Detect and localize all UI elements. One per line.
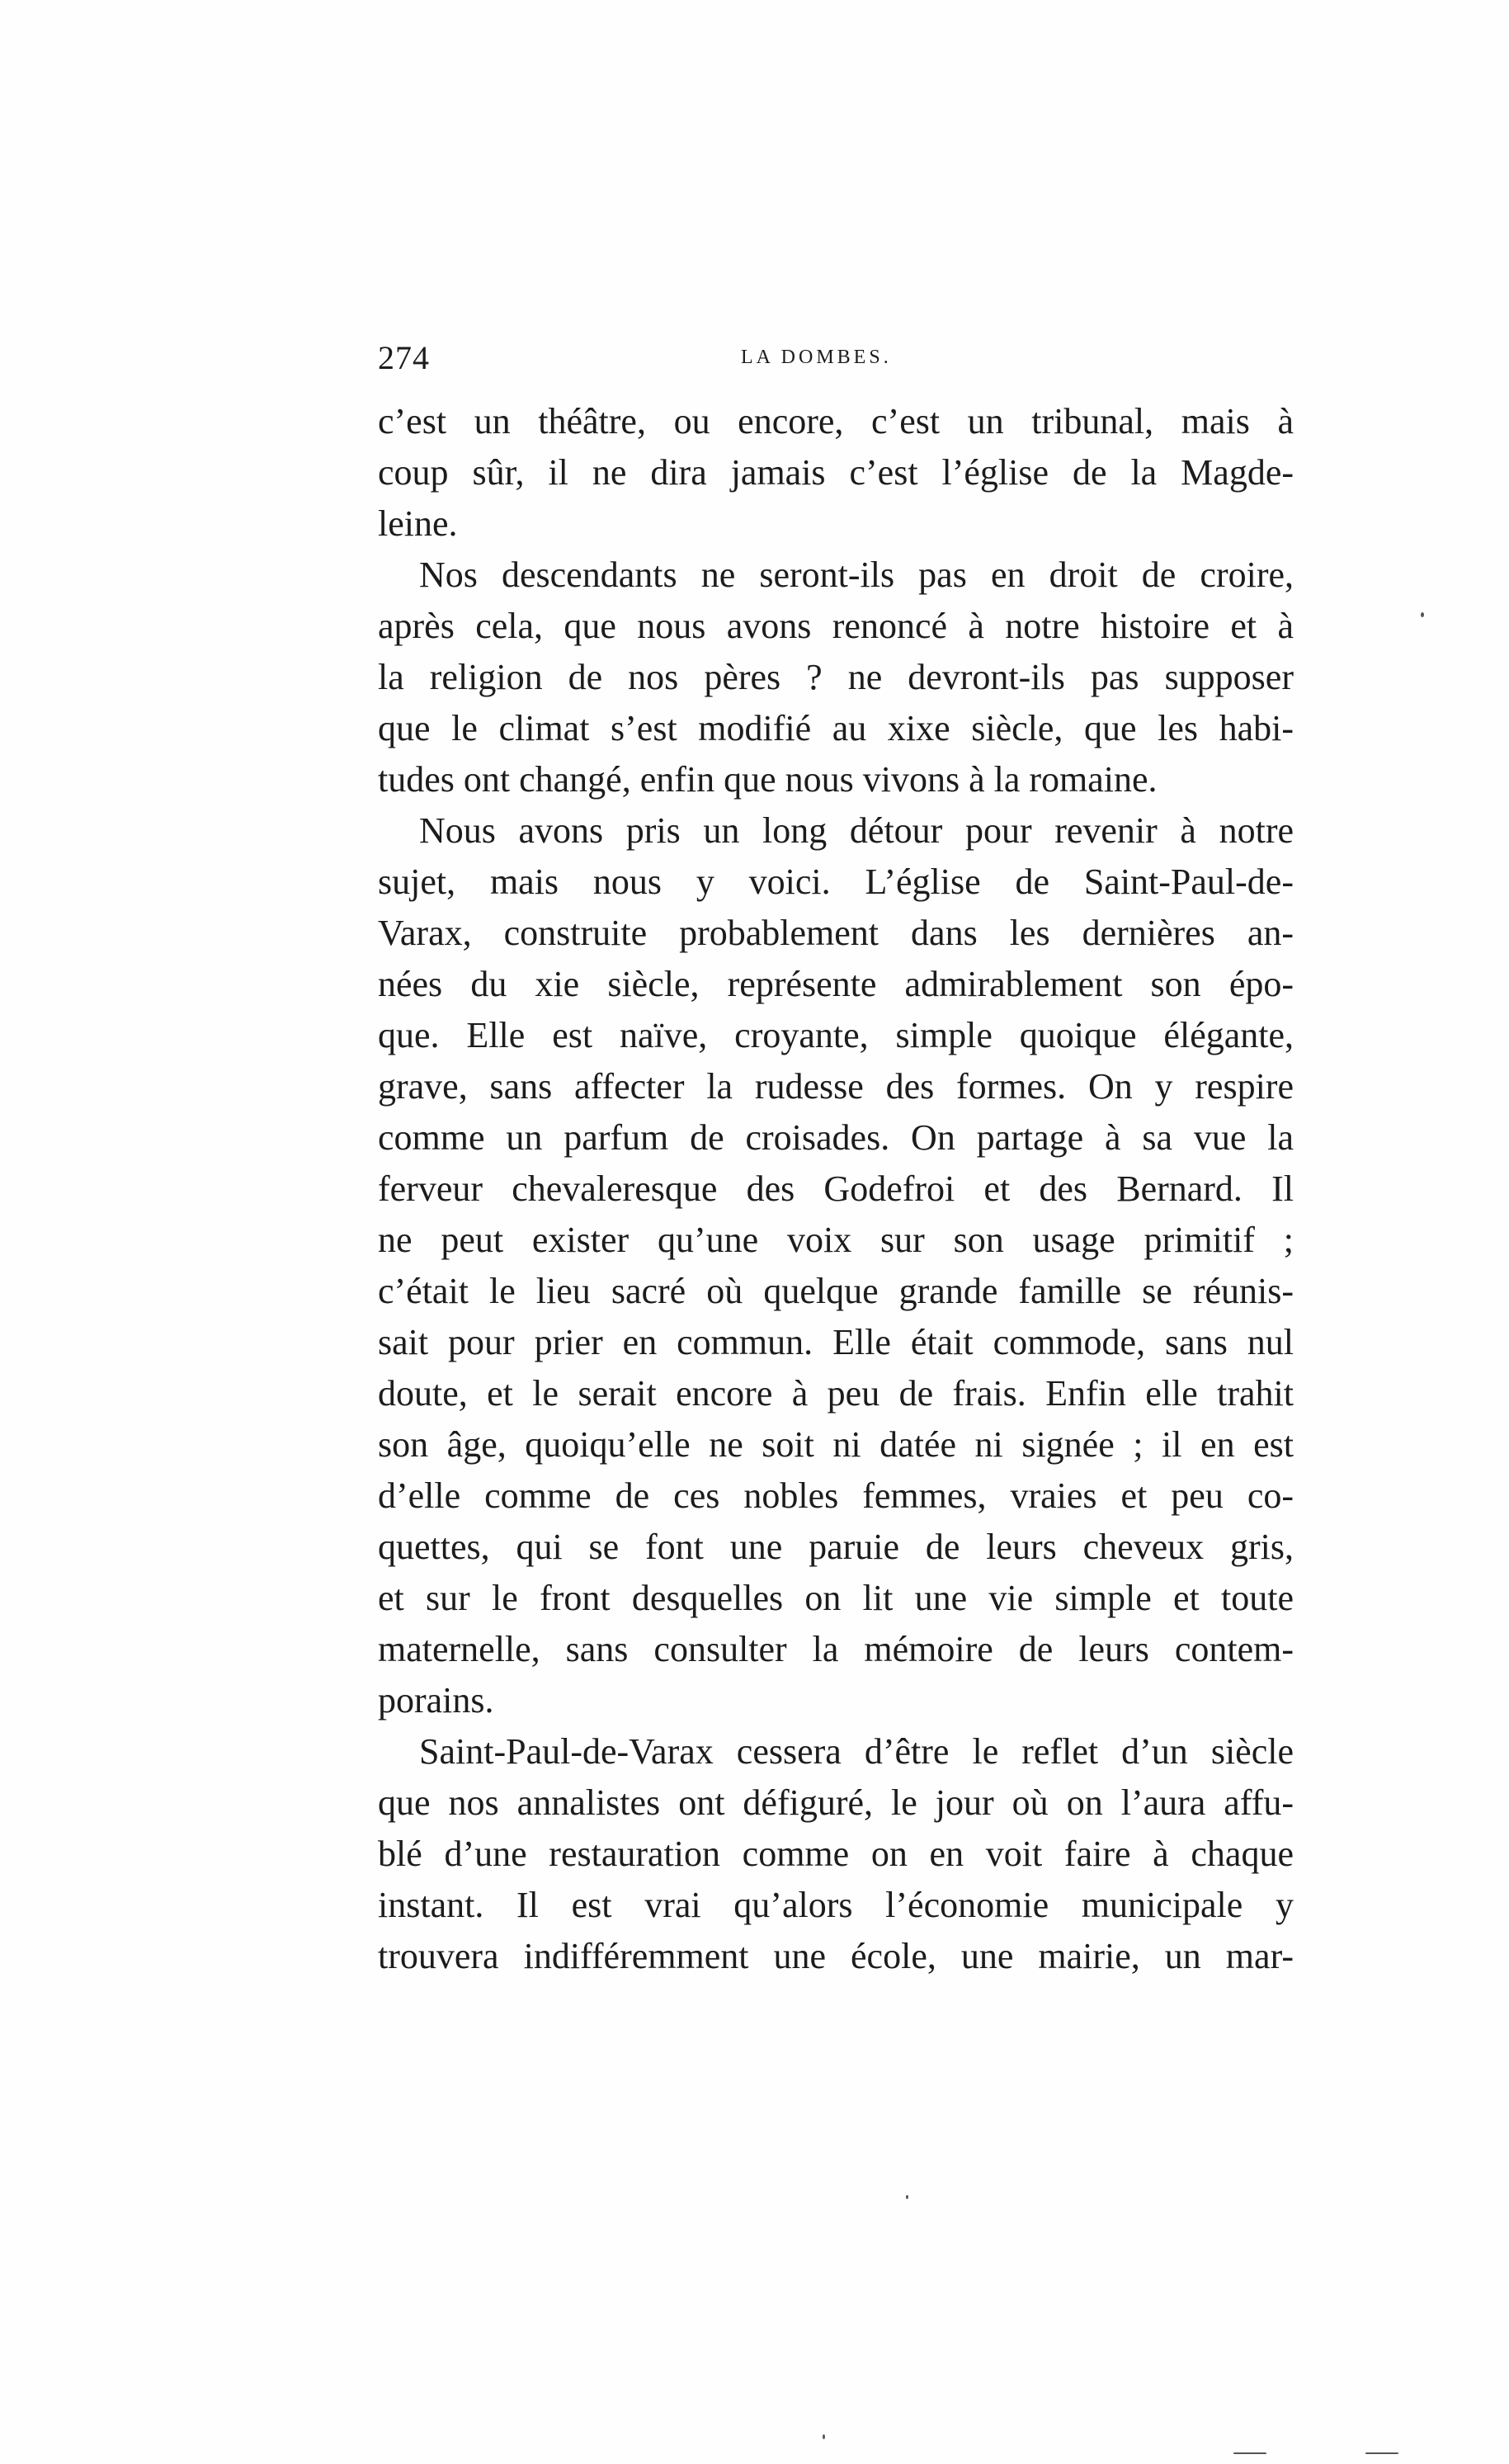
page-header (378, 338, 1285, 388)
text-line: doute, et le serait encore à peu de frais. Enfin elle trahit (378, 1373, 1294, 1414)
text-line: Saint-Paul-de-Varax cessera d’être le reflet d’un siècle (419, 1731, 1294, 1772)
page-number: 274 (378, 339, 430, 376)
text-line: leine. (378, 503, 458, 544)
text-line: nées du xie siècle, représente admirablement son épo- (378, 964, 1294, 1004)
text-line: blé d’une restauration comme on en voit faire à chaque (378, 1834, 1294, 1874)
text-line: Varax, construite probablement dans les dernières an- (378, 913, 1294, 953)
body-text (378, 396, 1294, 1982)
text-line: sait pour prier en commun. Elle était commode, sans nul (378, 1322, 1294, 1362)
text-line: porains. (378, 1680, 494, 1721)
text-line: que le climat s’est modifié au xixe siècle, que les habi- (378, 708, 1294, 748)
text-line: tudes ont changé, enfin que nous vivons à la romaine. (378, 759, 1158, 800)
paper-speck (1421, 612, 1424, 617)
text-line: ne peut exister qu’une voix sur son usage primitif ; (378, 1220, 1294, 1260)
text-line: trouvera indifféremment une école, une mairie, un mar- (378, 1936, 1294, 1976)
paper-speck (906, 2195, 908, 2199)
text-line: que. Elle est naïve, croyante, simple quoique élégante, (378, 1015, 1294, 1055)
text-line: grave, sans affecter la rudesse des formes. On y respire (378, 1066, 1294, 1107)
text-line: c’est un théâtre, ou encore, c’est un tribunal, mais à (378, 401, 1294, 441)
paper-speck (1233, 2452, 1266, 2454)
text-line: maternelle, sans consulter la mémoire de leurs contem- (378, 1629, 1294, 1669)
text-line: son âge, quoiqu’elle ne soit ni datée ni signée ; il en est (378, 1424, 1294, 1465)
running-title: LA DOMBES. (741, 347, 892, 368)
text-line: ferveur chevaleresque des Godefroi et des Bernard. Il (378, 1168, 1294, 1209)
text-line: coup sûr, il ne dira jamais c’est l’église de la Magde- (378, 452, 1294, 493)
text-line: la religion de nos pères ? ne devront-ils pas supposer (378, 657, 1294, 697)
text-line: et sur le front desquelles on lit une vie simple et toute (378, 1578, 1294, 1618)
text-line: Nous avons pris un long détour pour revenir à notre (419, 810, 1294, 851)
text-line: quettes, qui se font une paruie de leurs cheveux gris, (378, 1527, 1294, 1567)
text-line: Nos descendants ne seront-ils pas en droit de croire, (419, 555, 1294, 595)
text-line: que nos annalistes ont défiguré, le jour où on l’aura affu- (378, 1782, 1294, 1823)
text-line: c’était le lieu sacré où quelque grande famille se réunis- (378, 1271, 1294, 1311)
paper-speck (1365, 2452, 1398, 2454)
text-line: comme un parfum de croisades. On partage à sa vue la (378, 1117, 1294, 1158)
text-line: après cela, que nous avons renoncé à notre histoire et à (378, 606, 1294, 646)
text-line: sujet, mais nous y voici. L’église de Saint-Paul-de- (378, 861, 1294, 902)
text-line: d’elle comme de ces nobles femmes, vraies et peu co- (378, 1475, 1294, 1516)
paper-speck (823, 2434, 825, 2439)
text-line: instant. Il est vrai qu’alors l’économie municipale y (378, 1885, 1294, 1925)
